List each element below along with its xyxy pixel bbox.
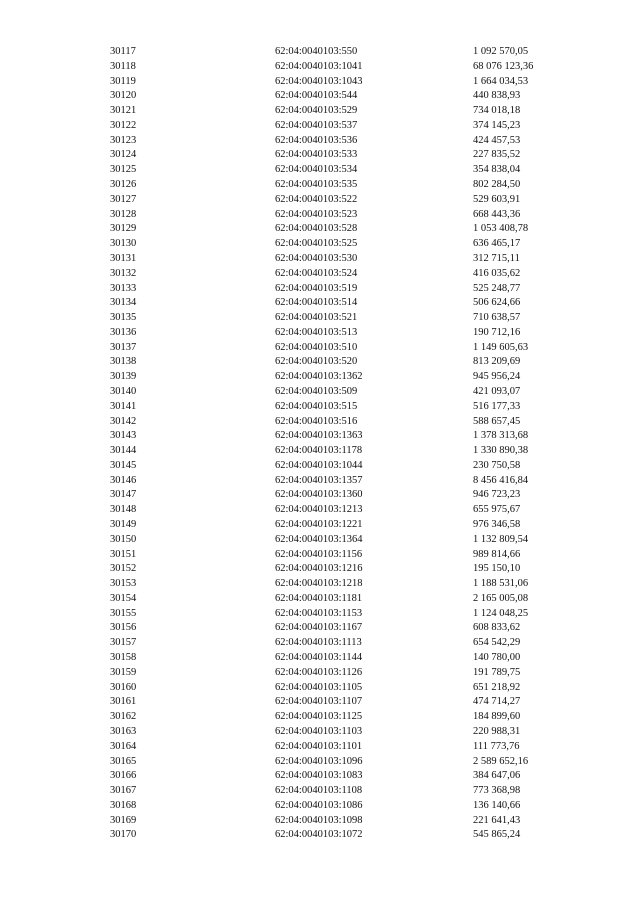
row-number-cell: 30129 <box>110 223 137 235</box>
cadastral-number-cell: 62:04:0040103:522 <box>275 193 358 205</box>
table-row <box>110 252 573 267</box>
cadastral-value-cell: 184 899,60 <box>473 711 521 723</box>
cadastral-value-cell: 1 330 890,38 <box>473 445 529 457</box>
table-row <box>110 267 573 282</box>
cadastral-value-cell: 668 443,36 <box>473 208 521 220</box>
cadastral-value-cell: 529 603,91 <box>473 193 521 205</box>
table-row <box>110 148 573 163</box>
cadastral-number-cell: 62:04:0040103:1044 <box>275 459 363 471</box>
cadastral-value-cell: 8 456 416,84 <box>473 474 529 486</box>
cadastral-value-cell: 525 248,77 <box>473 282 521 294</box>
cadastral-number-cell: 62:04:0040103:1181 <box>275 592 363 604</box>
cadastral-value-cell: 1 092 570,05 <box>473 46 529 57</box>
cadastral-value-cell: 636 465,17 <box>473 238 521 250</box>
row-number-cell: 30160 <box>110 681 137 693</box>
cadastral-number-cell: 62:04:0040103:528 <box>275 223 358 235</box>
cadastral-value-cell: 220 988,31 <box>473 725 521 737</box>
cadastral-number-cell: 62:04:0040103:1167 <box>275 622 363 634</box>
row-number-cell: 30126 <box>110 179 137 191</box>
table-row <box>110 666 573 681</box>
table-row <box>110 193 573 208</box>
table-row <box>110 415 573 430</box>
table-row <box>110 134 573 149</box>
cadastral-number-cell: 62:04:0040103:1360 <box>275 489 363 501</box>
cadastral-number-cell: 62:04:0040103:544 <box>275 90 358 102</box>
cadastral-number-cell: 62:04:0040103:536 <box>275 134 358 146</box>
cadastral-value-cell: 654 542,29 <box>473 637 521 649</box>
row-number-cell: 30141 <box>110 400 137 412</box>
table-row <box>110 222 573 237</box>
cadastral-value-cell: 1 378 313,68 <box>473 430 529 442</box>
cadastral-number-cell: 62:04:0040103:534 <box>275 164 358 176</box>
cadastral-value-cell: 651 218,92 <box>473 681 521 693</box>
row-number-cell: 30118 <box>110 60 136 72</box>
table-row <box>110 755 573 770</box>
cadastral-value-cell: 227 835,52 <box>473 149 521 161</box>
table-row <box>110 341 573 356</box>
table-row <box>110 784 573 799</box>
row-number-cell: 30125 <box>110 164 137 176</box>
table-row <box>110 355 573 370</box>
cadastral-number-cell: 62:04:0040103:1125 <box>275 711 363 723</box>
row-number-cell: 30148 <box>110 504 137 516</box>
row-number-cell: 30159 <box>110 666 137 678</box>
cadastral-value-cell: 2 165 005,08 <box>473 592 529 604</box>
cadastral-number-cell: 62:04:0040103:529 <box>275 105 358 117</box>
cadastral-number-cell: 62:04:0040103:524 <box>275 267 358 279</box>
table-row <box>110 828 573 843</box>
table-row <box>110 740 573 755</box>
table-row <box>110 488 573 503</box>
row-number-cell: 30154 <box>110 592 137 604</box>
cadastral-value-cell: 195 150,10 <box>473 563 521 575</box>
cadastral-number-cell: 62:04:0040103:1072 <box>275 829 363 841</box>
row-number-cell: 30130 <box>110 238 137 250</box>
row-number-cell: 30150 <box>110 533 137 545</box>
table-row <box>110 60 573 75</box>
cadastral-value-cell: 545 865,24 <box>473 829 521 841</box>
cadastral-value-cell: 608 833,62 <box>473 622 521 634</box>
cadastral-value-cell: 111 773,76 <box>473 740 520 752</box>
table-row <box>110 548 573 563</box>
table-row <box>110 429 573 444</box>
table-row <box>110 45 573 60</box>
cadastral-value-cell: 945 956,24 <box>473 371 521 383</box>
cadastral-value-cell: 516 177,33 <box>473 400 521 412</box>
table-row <box>110 651 573 666</box>
cadastral-number-cell: 62:04:0040103:1101 <box>275 740 363 752</box>
cadastral-number-cell: 62:04:0040103:509 <box>275 385 358 397</box>
cadastral-number-cell: 62:04:0040103:1098 <box>275 814 363 826</box>
cadastral-number-cell: 62:04:0040103:1103 <box>275 725 363 737</box>
cadastral-value-cell: 976 346,58 <box>473 519 521 530</box>
cadastral-value-cell: 221 641,43 <box>473 814 521 826</box>
cadastral-number-cell: 62:04:0040103:1083 <box>275 770 363 782</box>
cadastral-value-cell: 506 624,66 <box>473 297 521 309</box>
table-row <box>110 385 573 400</box>
row-number-cell: 30169 <box>110 814 137 826</box>
cadastral-number-cell: 62:04:0040103:1364 <box>275 533 363 545</box>
cadastral-number-cell: 62:04:0040103:530 <box>275 252 358 264</box>
cadastral-number-cell: 62:04:0040103:516 <box>275 415 358 427</box>
table-row <box>110 208 573 223</box>
cadastral-number-cell: 62:04:0040103:1156 <box>275 548 363 560</box>
cadastral-number-cell: 62:04:0040103:535 <box>275 179 358 191</box>
row-number-cell: 30145 <box>110 459 137 471</box>
cadastral-number-cell: 62:04:0040103:514 <box>275 297 358 309</box>
row-number-cell: 30119 <box>110 75 136 87</box>
table-row <box>110 400 573 415</box>
table-row <box>110 681 573 696</box>
cadastral-value-cell: 374 145,23 <box>473 119 521 131</box>
row-number-cell: 30167 <box>110 785 137 797</box>
row-number-cell: 30162 <box>110 711 137 723</box>
cadastral-value-cell: 655 975,67 <box>473 504 521 516</box>
row-number-cell: 30123 <box>110 134 137 146</box>
cadastral-value-table <box>110 45 573 843</box>
table-row <box>110 769 573 784</box>
table-row <box>110 311 573 326</box>
row-number-cell: 30124 <box>110 149 137 161</box>
cadastral-value-cell: 312 715,11 <box>473 252 520 264</box>
table-row <box>110 444 573 459</box>
cadastral-value-cell: 734 018,18 <box>473 105 521 117</box>
table-row <box>110 237 573 252</box>
cadastral-number-cell: 62:04:0040103:521 <box>275 312 358 324</box>
cadastral-number-cell: 62:04:0040103:533 <box>275 149 358 161</box>
row-number-cell: 30142 <box>110 415 137 427</box>
cadastral-value-cell: 1 132 809,54 <box>473 533 529 545</box>
cadastral-number-cell: 62:04:0040103:1357 <box>275 474 363 486</box>
cadastral-number-cell: 62:04:0040103:1362 <box>275 371 363 383</box>
row-number-cell: 30152 <box>110 563 137 575</box>
cadastral-number-cell: 62:04:0040103:1144 <box>275 652 363 664</box>
cadastral-value-cell: 136 140,66 <box>473 799 521 811</box>
table-row <box>110 695 573 710</box>
cadastral-number-cell: 62:04:0040103:1218 <box>275 578 363 590</box>
row-number-cell: 30147 <box>110 489 137 501</box>
table-row <box>110 370 573 385</box>
cadastral-value-cell: 384 647,06 <box>473 770 521 782</box>
table-row <box>110 607 573 622</box>
cadastral-value-cell: 190 712,16 <box>473 326 521 338</box>
row-number-cell: 30127 <box>110 193 137 205</box>
row-number-cell: 30157 <box>110 637 137 649</box>
cadastral-number-cell: 62:04:0040103:519 <box>275 282 358 294</box>
table-row <box>110 178 573 193</box>
row-number-cell: 30144 <box>110 445 137 457</box>
table-row <box>110 814 573 829</box>
cadastral-value-cell: 354 838,04 <box>473 164 521 176</box>
cadastral-value-cell: 773 368,98 <box>473 785 521 797</box>
cadastral-number-cell: 62:04:0040103:513 <box>275 326 358 338</box>
row-number-cell: 30139 <box>110 371 137 383</box>
cadastral-number-cell: 62:04:0040103:550 <box>275 46 358 57</box>
cadastral-value-cell: 416 035,62 <box>473 267 521 279</box>
cadastral-value-cell: 802 284,50 <box>473 179 521 191</box>
cadastral-value-cell: 140 780,00 <box>473 652 521 664</box>
cadastral-number-cell: 62:04:0040103:515 <box>275 400 358 412</box>
cadastral-number-cell: 62:04:0040103:1221 <box>275 519 363 530</box>
cadastral-number-cell: 62:04:0040103:510 <box>275 341 358 353</box>
cadastral-number-cell: 62:04:0040103:1107 <box>275 696 363 708</box>
row-number-cell: 30135 <box>110 312 137 324</box>
cadastral-value-cell: 68 076 123,36 <box>473 60 534 72</box>
row-number-cell: 30121 <box>110 105 137 117</box>
cadastral-value-cell: 474 714,27 <box>473 696 521 708</box>
row-number-cell: 30146 <box>110 474 137 486</box>
cadastral-value-cell: 440 838,93 <box>473 90 521 102</box>
table-row <box>110 636 573 651</box>
row-number-cell: 30134 <box>110 297 137 309</box>
cadastral-value-cell: 424 457,53 <box>473 134 521 146</box>
row-number-cell: 30170 <box>110 829 137 841</box>
row-number-cell: 30155 <box>110 607 137 619</box>
row-number-cell: 30138 <box>110 356 137 368</box>
row-number-cell: 30140 <box>110 385 137 397</box>
table-row <box>110 799 573 814</box>
table-row <box>110 503 573 518</box>
cadastral-number-cell: 62:04:0040103:1041 <box>275 60 363 72</box>
cadastral-number-cell: 62:04:0040103:1113 <box>275 637 362 649</box>
cadastral-number-cell: 62:04:0040103:1105 <box>275 681 363 693</box>
table-row <box>110 577 573 592</box>
row-number-cell: 30136 <box>110 326 137 338</box>
cadastral-value-cell: 1 188 531,06 <box>473 578 529 590</box>
cadastral-number-cell: 62:04:0040103:537 <box>275 119 358 131</box>
table-row <box>110 725 573 740</box>
table-row <box>110 621 573 636</box>
row-number-cell: 30149 <box>110 519 137 530</box>
table-row <box>110 163 573 178</box>
row-number-cell: 30133 <box>110 282 137 294</box>
cadastral-value-cell: 230 750,58 <box>473 459 521 471</box>
table-row <box>110 518 573 533</box>
cadastral-number-cell: 62:04:0040103:523 <box>275 208 358 220</box>
cadastral-number-cell: 62:04:0040103:1126 <box>275 666 363 678</box>
row-number-cell: 30131 <box>110 252 137 264</box>
cadastral-value-cell: 588 657,45 <box>473 415 521 427</box>
row-number-cell: 30120 <box>110 90 137 102</box>
row-number-cell: 30164 <box>110 740 137 752</box>
cadastral-number-cell: 62:04:0040103:1363 <box>275 430 363 442</box>
cadastral-number-cell: 62:04:0040103:1086 <box>275 799 363 811</box>
cadastral-value-cell: 191 789,75 <box>473 666 521 678</box>
cadastral-value-cell: 989 814,66 <box>473 548 521 560</box>
cadastral-value-cell: 2 589 652,16 <box>473 755 529 767</box>
table-row <box>110 459 573 474</box>
row-number-cell: 30117 <box>110 46 136 57</box>
table-body <box>110 45 573 843</box>
table-row <box>110 75 573 90</box>
cadastral-number-cell: 62:04:0040103:1043 <box>275 75 363 87</box>
table-row <box>110 474 573 489</box>
row-number-cell: 30156 <box>110 622 137 634</box>
cadastral-number-cell: 62:04:0040103:1213 <box>275 504 363 516</box>
table-row <box>110 119 573 134</box>
cadastral-number-cell: 62:04:0040103:1096 <box>275 755 363 767</box>
row-number-cell: 30166 <box>110 770 137 782</box>
table-row <box>110 89 573 104</box>
row-number-cell: 30132 <box>110 267 137 279</box>
cadastral-number-cell: 62:04:0040103:1178 <box>275 445 363 457</box>
row-number-cell: 30143 <box>110 430 137 442</box>
table-row <box>110 282 573 297</box>
cadastral-value-cell: 1 053 408,78 <box>473 223 529 235</box>
row-number-cell: 30163 <box>110 725 137 737</box>
table-row <box>110 533 573 548</box>
cadastral-value-cell: 1 124 048,25 <box>473 607 529 619</box>
cadastral-value-cell: 710 638,57 <box>473 312 521 324</box>
cadastral-value-cell: 1 664 034,53 <box>473 75 529 87</box>
row-number-cell: 30165 <box>110 755 137 767</box>
table-row <box>110 710 573 725</box>
cadastral-value-cell: 813 209,69 <box>473 356 521 368</box>
row-number-cell: 30153 <box>110 578 137 590</box>
row-number-cell: 30158 <box>110 652 137 664</box>
cadastral-number-cell: 62:04:0040103:1216 <box>275 563 363 575</box>
row-number-cell: 30137 <box>110 341 137 353</box>
table-row <box>110 562 573 577</box>
cadastral-number-cell: 62:04:0040103:520 <box>275 356 358 368</box>
cadastral-value-cell: 421 093,07 <box>473 385 521 397</box>
cadastral-number-cell: 62:04:0040103:1108 <box>275 785 363 797</box>
cadastral-value-cell: 946 723,23 <box>473 489 521 501</box>
table-row <box>110 592 573 607</box>
cadastral-value-cell: 1 149 605,63 <box>473 341 529 353</box>
table-row <box>110 104 573 119</box>
row-number-cell: 30122 <box>110 119 137 131</box>
row-number-cell: 30151 <box>110 548 137 560</box>
row-number-cell: 30161 <box>110 696 137 708</box>
cadastral-number-cell: 62:04:0040103:1153 <box>275 607 363 619</box>
row-number-cell: 30168 <box>110 799 137 811</box>
table-row <box>110 296 573 311</box>
cadastral-number-cell: 62:04:0040103:525 <box>275 238 358 250</box>
row-number-cell: 30128 <box>110 208 137 220</box>
table-row <box>110 326 573 341</box>
